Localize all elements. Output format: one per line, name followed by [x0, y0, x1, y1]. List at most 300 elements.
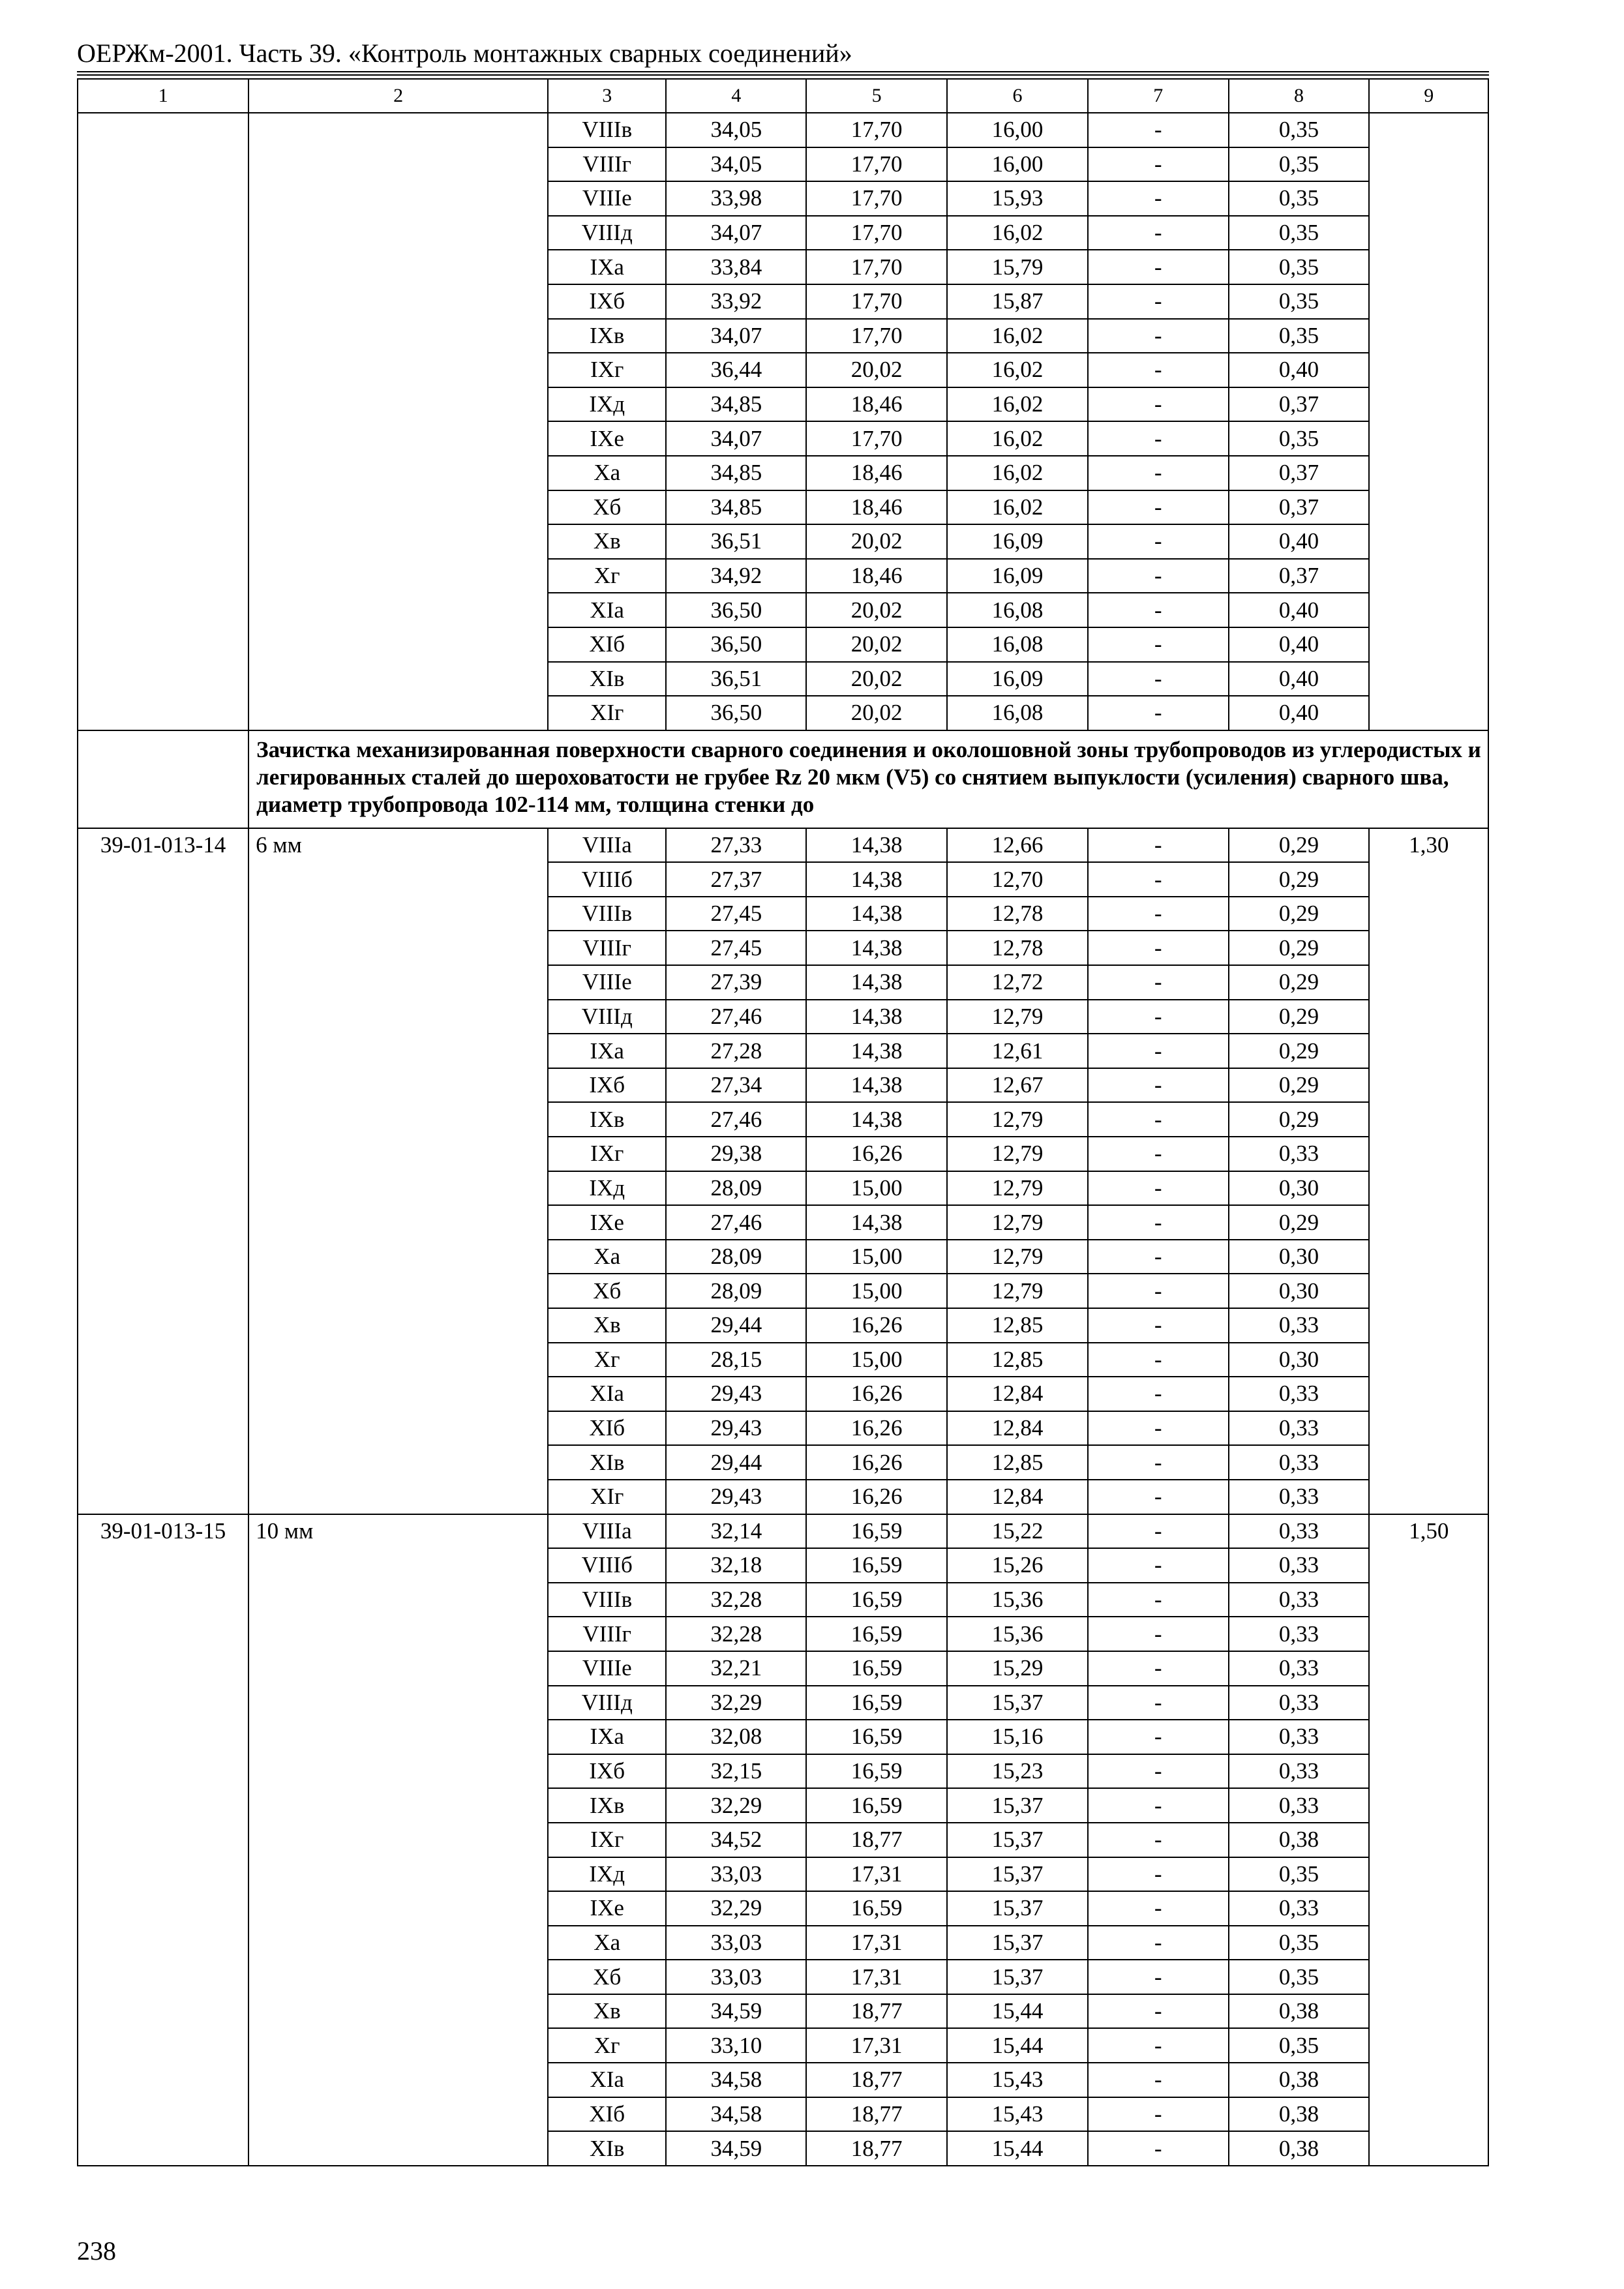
category-cell: XIб: [548, 2097, 667, 2132]
material-cost-cell: 0,33: [1229, 1480, 1370, 1514]
wage-cost-cell: 17,70: [806, 147, 947, 182]
category-cell: VIIIа: [548, 1514, 667, 1549]
machine-wage-cell: -: [1088, 1960, 1229, 1994]
wage-cost-cell: 20,02: [806, 627, 947, 662]
category-cell: Xа: [548, 1240, 667, 1274]
wage-cost-cell: 14,38: [806, 931, 947, 965]
total-cost-cell: 34,58: [666, 2097, 806, 2132]
machine-cost-cell: 12,85: [947, 1343, 1088, 1377]
machine-wage-cell: -: [1088, 1137, 1229, 1171]
material-cost-cell: 0,35: [1229, 1926, 1370, 1960]
material-cost-cell: 0,40: [1229, 627, 1370, 662]
wage-cost-cell: 14,38: [806, 1068, 947, 1103]
column-number: 1: [78, 79, 248, 113]
machine-cost-cell: 16,00: [947, 113, 1088, 147]
wage-cost-cell: 15,00: [806, 1240, 947, 1274]
wage-cost-cell: 18,46: [806, 456, 947, 490]
machine-wage-cell: -: [1088, 627, 1229, 662]
wage-cost-cell: 16,59: [806, 1617, 947, 1651]
material-cost-cell: 0,29: [1229, 1000, 1370, 1034]
machine-wage-cell: -: [1088, 696, 1229, 730]
category-cell: IXд: [548, 1171, 667, 1206]
machine-wage-cell: -: [1088, 524, 1229, 559]
wage-cost-cell: 16,59: [806, 1548, 947, 1583]
machine-wage-cell: -: [1088, 1891, 1229, 1926]
total-cost-cell: 29,44: [666, 1308, 806, 1343]
wage-cost-cell: 16,59: [806, 1788, 947, 1823]
machine-cost-cell: 15,29: [947, 1651, 1088, 1686]
machine-cost-cell: 12,78: [947, 931, 1088, 965]
description-row: [78, 730, 1488, 828]
machine-wage-cell: -: [1088, 1823, 1229, 1857]
material-cost-cell: 0,35: [1229, 284, 1370, 319]
machine-cost-cell: 12,79: [947, 1102, 1088, 1137]
wage-cost-cell: 18,77: [806, 2131, 947, 2166]
category-cell: Xа: [548, 456, 667, 490]
material-cost-cell: 0,30: [1229, 1274, 1370, 1308]
machine-wage-cell: -: [1088, 250, 1229, 284]
category-cell: XIв: [548, 662, 667, 696]
category-cell: IXа: [548, 1034, 667, 1068]
machine-wage-cell: -: [1088, 1617, 1229, 1651]
material-cost-cell: 0,33: [1229, 1137, 1370, 1171]
wage-cost-cell: 20,02: [806, 696, 947, 730]
total-cost-cell: 36,51: [666, 524, 806, 559]
material-cost-cell: 0,37: [1229, 490, 1370, 525]
total-cost-cell: 34,85: [666, 490, 806, 525]
total-cost-cell: 32,08: [666, 1720, 806, 1754]
material-cost-cell: 0,29: [1229, 1102, 1370, 1137]
material-cost-cell: 0,38: [1229, 1823, 1370, 1857]
wage-cost-cell: 16,59: [806, 1651, 947, 1686]
wage-cost-cell: 15,00: [806, 1274, 947, 1308]
total-cost-cell: 36,50: [666, 593, 806, 627]
material-cost-cell: 0,29: [1229, 862, 1370, 897]
total-cost-cell: 33,03: [666, 1926, 806, 1960]
page-number: 238: [77, 2236, 116, 2266]
machine-wage-cell: -: [1088, 1548, 1229, 1583]
machine-cost-cell: 16,02: [947, 456, 1088, 490]
total-cost-cell: 27,46: [666, 1205, 806, 1240]
category-cell: VIIIд: [548, 216, 667, 250]
machine-cost-cell: 15,22: [947, 1514, 1088, 1549]
column-number-row: [78, 79, 1488, 113]
machine-wage-cell: -: [1088, 1102, 1229, 1137]
total-cost-cell: 34,92: [666, 559, 806, 593]
machine-cost-cell: 12,79: [947, 1137, 1088, 1171]
total-cost-cell: 28,15: [666, 1343, 806, 1377]
machine-wage-cell: -: [1088, 147, 1229, 182]
machine-cost-cell: 12,79: [947, 1171, 1088, 1206]
category-cell: Xг: [548, 2028, 667, 2063]
category-cell: XIв: [548, 1445, 667, 1480]
machine-wage-cell: -: [1088, 1343, 1229, 1377]
total-cost-cell: 32,29: [666, 1788, 806, 1823]
category-cell: XIб: [548, 627, 667, 662]
wage-cost-cell: 20,02: [806, 353, 947, 387]
wage-cost-cell: 14,38: [806, 1205, 947, 1240]
wage-cost-cell: 18,77: [806, 2097, 947, 2132]
machine-cost-cell: 12,78: [947, 897, 1088, 931]
total-cost-cell: 28,09: [666, 1171, 806, 1206]
category-cell: Xа: [548, 1926, 667, 1960]
wage-cost-cell: 16,26: [806, 1411, 947, 1446]
machine-cost-cell: 16,02: [947, 421, 1088, 456]
column-9-value-cell: 1,30: [1369, 828, 1488, 1514]
material-cost-cell: 0,29: [1229, 965, 1370, 1000]
material-cost-cell: 0,37: [1229, 456, 1370, 490]
wage-cost-cell: 17,70: [806, 113, 947, 147]
category-cell: Xб: [548, 1274, 667, 1308]
machine-wage-cell: -: [1088, 284, 1229, 319]
total-cost-cell: 27,33: [666, 828, 806, 863]
machine-wage-cell: -: [1088, 421, 1229, 456]
category-cell: VIIIг: [548, 1617, 667, 1651]
category-cell: XIб: [548, 1411, 667, 1446]
machine-wage-cell: -: [1088, 387, 1229, 422]
page-header-title: ОЕРЖм-2001. Часть 39. «Контроль монтажных сварных соединений»: [77, 38, 852, 68]
wage-cost-cell: 14,38: [806, 862, 947, 897]
machine-cost-cell: 16,08: [947, 696, 1088, 730]
total-cost-cell: 33,98: [666, 181, 806, 216]
machine-cost-cell: 12,66: [947, 828, 1088, 863]
category-cell: XIг: [548, 1480, 667, 1514]
column-number: 2: [248, 79, 548, 113]
material-cost-cell: 0,35: [1229, 250, 1370, 284]
column-number: 7: [1088, 79, 1229, 113]
machine-cost-cell: 12,61: [947, 1034, 1088, 1068]
total-cost-cell: 34,05: [666, 147, 806, 182]
material-cost-cell: 0,35: [1229, 216, 1370, 250]
machine-wage-cell: -: [1088, 181, 1229, 216]
machine-cost-cell: 12,79: [947, 1240, 1088, 1274]
category-cell: IXб: [548, 1754, 667, 1789]
rates-table-body: [78, 79, 1488, 2166]
machine-wage-cell: -: [1088, 2028, 1229, 2063]
material-cost-cell: 0,33: [1229, 1720, 1370, 1754]
total-cost-cell: 33,03: [666, 1960, 806, 1994]
wage-cost-cell: 18,46: [806, 559, 947, 593]
total-cost-cell: 27,46: [666, 1102, 806, 1137]
category-cell: VIIIв: [548, 113, 667, 147]
machine-cost-cell: 15,37: [947, 1926, 1088, 1960]
category-cell: IXг: [548, 1137, 667, 1171]
machine-wage-cell: -: [1088, 1788, 1229, 1823]
machine-wage-cell: -: [1088, 1240, 1229, 1274]
category-cell: IXв: [548, 1788, 667, 1823]
machine-wage-cell: -: [1088, 1651, 1229, 1686]
wage-cost-cell: 16,59: [806, 1754, 947, 1789]
machine-cost-cell: 15,79: [947, 250, 1088, 284]
column-number: 8: [1229, 79, 1370, 113]
machine-cost-cell: 15,36: [947, 1583, 1088, 1617]
machine-cost-cell: 16,09: [947, 559, 1088, 593]
total-cost-cell: 27,45: [666, 931, 806, 965]
total-cost-cell: 36,50: [666, 696, 806, 730]
total-cost-cell: 29,43: [666, 1480, 806, 1514]
machine-cost-cell: 15,36: [947, 1617, 1088, 1651]
total-cost-cell: 34,52: [666, 1823, 806, 1857]
material-cost-cell: 0,35: [1229, 181, 1370, 216]
total-cost-cell: 33,84: [666, 250, 806, 284]
total-cost-cell: 28,09: [666, 1240, 806, 1274]
category-cell: Xб: [548, 1960, 667, 1994]
total-cost-cell: 36,44: [666, 353, 806, 387]
column-number: 5: [806, 79, 947, 113]
description-text: Зачистка механизированная поверхности сварного соединения и околошовной зоны трубопроводов из углеродистых и легированных сталей до шероховатости не грубее Rz 20 мкм (V5) со снятием выпуклости (усиления) сварного шва, диаметр трубопровода 102-114 мм, толщина стенки до: [248, 730, 1488, 828]
total-cost-cell: 32,28: [666, 1617, 806, 1651]
total-cost-cell: 34,59: [666, 1994, 806, 2029]
wage-cost-cell: 16,26: [806, 1377, 947, 1411]
material-cost-cell: 0,35: [1229, 319, 1370, 353]
total-cost-cell: 29,43: [666, 1411, 806, 1446]
rate-code-cell: 39-01-013-14: [78, 828, 248, 1514]
wage-cost-cell: 16,26: [806, 1480, 947, 1514]
category-cell: Xг: [548, 1343, 667, 1377]
category-cell: IXб: [548, 1068, 667, 1103]
machine-cost-cell: 15,37: [947, 1891, 1088, 1926]
machine-cost-cell: 15,37: [947, 1788, 1088, 1823]
machine-wage-cell: -: [1088, 828, 1229, 863]
machine-cost-cell: 16,02: [947, 490, 1088, 525]
machine-wage-cell: -: [1088, 1205, 1229, 1240]
machine-cost-cell: 16,02: [947, 319, 1088, 353]
material-cost-cell: 0,35: [1229, 421, 1370, 456]
machine-wage-cell: -: [1088, 1857, 1229, 1892]
machine-cost-cell: 15,26: [947, 1548, 1088, 1583]
machine-cost-cell: 12,70: [947, 862, 1088, 897]
machine-cost-cell: 16,00: [947, 147, 1088, 182]
wage-cost-cell: 17,70: [806, 181, 947, 216]
category-cell: VIIIв: [548, 1583, 667, 1617]
total-cost-cell: 34,07: [666, 319, 806, 353]
material-cost-cell: 0,33: [1229, 1548, 1370, 1583]
machine-wage-cell: -: [1088, 2063, 1229, 2097]
machine-wage-cell: -: [1088, 931, 1229, 965]
material-cost-cell: 0,33: [1229, 1377, 1370, 1411]
total-cost-cell: 32,28: [666, 1583, 806, 1617]
table-row: [78, 1514, 1488, 1549]
total-cost-cell: 32,18: [666, 1548, 806, 1583]
rates-table: [77, 78, 1489, 2166]
machine-wage-cell: -: [1088, 1308, 1229, 1343]
total-cost-cell: 32,29: [666, 1686, 806, 1720]
wage-cost-cell: 20,02: [806, 662, 947, 696]
machine-wage-cell: -: [1088, 965, 1229, 1000]
material-cost-cell: 0,29: [1229, 931, 1370, 965]
material-cost-cell: 0,35: [1229, 1960, 1370, 1994]
category-cell: XIа: [548, 2063, 667, 2097]
total-cost-cell: 27,34: [666, 1068, 806, 1103]
material-cost-cell: 0,29: [1229, 1034, 1370, 1068]
material-cost-cell: 0,40: [1229, 593, 1370, 627]
code-cell: [78, 113, 248, 730]
material-cost-cell: 0,35: [1229, 1857, 1370, 1892]
wall-thickness-cell: 6 мм: [248, 828, 548, 1514]
machine-wage-cell: -: [1088, 1171, 1229, 1206]
material-cost-cell: 0,30: [1229, 1171, 1370, 1206]
wage-cost-cell: 14,38: [806, 1000, 947, 1034]
wage-cost-cell: 17,31: [806, 2028, 947, 2063]
machine-cost-cell: 12,85: [947, 1308, 1088, 1343]
material-cost-cell: 0,40: [1229, 662, 1370, 696]
material-cost-cell: 0,33: [1229, 1411, 1370, 1446]
category-cell: XIа: [548, 593, 667, 627]
wage-cost-cell: 16,59: [806, 1583, 947, 1617]
header-rule-top: [77, 71, 1489, 72]
machine-cost-cell: 12,79: [947, 1274, 1088, 1308]
wage-cost-cell: 17,70: [806, 319, 947, 353]
wage-cost-cell: 18,46: [806, 490, 947, 525]
material-cost-cell: 0,37: [1229, 387, 1370, 422]
column-number: 6: [947, 79, 1088, 113]
machine-cost-cell: 15,43: [947, 2097, 1088, 2132]
category-cell: XIв: [548, 2131, 667, 2166]
wage-cost-cell: 16,59: [806, 1686, 947, 1720]
total-cost-cell: 32,21: [666, 1651, 806, 1686]
category-cell: Xб: [548, 490, 667, 525]
machine-wage-cell: -: [1088, 1068, 1229, 1103]
category-cell: VIIIе: [548, 181, 667, 216]
category-cell: XIг: [548, 696, 667, 730]
wage-cost-cell: 14,38: [806, 897, 947, 931]
machine-cost-cell: 15,23: [947, 1754, 1088, 1789]
total-cost-cell: 32,14: [666, 1514, 806, 1549]
machine-wage-cell: -: [1088, 1994, 1229, 2029]
machine-wage-cell: -: [1088, 113, 1229, 147]
category-cell: VIIIд: [548, 1000, 667, 1034]
total-cost-cell: 33,03: [666, 1857, 806, 1892]
material-cost-cell: 0,33: [1229, 1651, 1370, 1686]
machine-cost-cell: 15,43: [947, 2063, 1088, 2097]
machine-wage-cell: -: [1088, 897, 1229, 931]
category-cell: VIIIе: [548, 965, 667, 1000]
category-cell: Xв: [548, 524, 667, 559]
machine-cost-cell: 16,02: [947, 216, 1088, 250]
material-cost-cell: 0,38: [1229, 2063, 1370, 2097]
category-cell: IXе: [548, 421, 667, 456]
material-cost-cell: 0,33: [1229, 1754, 1370, 1789]
wage-cost-cell: 18,77: [806, 1823, 947, 1857]
machine-wage-cell: -: [1088, 559, 1229, 593]
total-cost-cell: 34,59: [666, 2131, 806, 2166]
machine-cost-cell: 12,84: [947, 1411, 1088, 1446]
category-cell: Xв: [548, 1308, 667, 1343]
category-cell: IXа: [548, 250, 667, 284]
machine-wage-cell: -: [1088, 593, 1229, 627]
machine-wage-cell: -: [1088, 353, 1229, 387]
material-cost-cell: 0,30: [1229, 1343, 1370, 1377]
machine-wage-cell: -: [1088, 2131, 1229, 2166]
total-cost-cell: 27,46: [666, 1000, 806, 1034]
machine-wage-cell: -: [1088, 1377, 1229, 1411]
machine-cost-cell: 15,37: [947, 1857, 1088, 1892]
machine-wage-cell: -: [1088, 662, 1229, 696]
category-cell: Xг: [548, 559, 667, 593]
total-cost-cell: 27,39: [666, 965, 806, 1000]
parameter-cell: [248, 113, 548, 730]
total-cost-cell: 34,05: [666, 113, 806, 147]
material-cost-cell: 0,38: [1229, 1994, 1370, 2029]
category-cell: VIIIб: [548, 862, 667, 897]
machine-cost-cell: 16,02: [947, 353, 1088, 387]
category-cell: IXе: [548, 1205, 667, 1240]
material-cost-cell: 0,33: [1229, 1788, 1370, 1823]
material-cost-cell: 0,29: [1229, 1068, 1370, 1103]
wage-cost-cell: 18,46: [806, 387, 947, 422]
category-cell: IXа: [548, 1720, 667, 1754]
wage-cost-cell: 16,59: [806, 1720, 947, 1754]
wage-cost-cell: 16,59: [806, 1891, 947, 1926]
machine-cost-cell: 12,67: [947, 1068, 1088, 1103]
column-number: 9: [1369, 79, 1488, 113]
wage-cost-cell: 20,02: [806, 593, 947, 627]
total-cost-cell: 34,85: [666, 387, 806, 422]
material-cost-cell: 0,33: [1229, 1445, 1370, 1480]
total-cost-cell: 29,43: [666, 1377, 806, 1411]
description-code-cell: [78, 730, 248, 828]
machine-cost-cell: 12,79: [947, 1000, 1088, 1034]
wage-cost-cell: 14,38: [806, 1034, 947, 1068]
material-cost-cell: 0,33: [1229, 1686, 1370, 1720]
material-cost-cell: 0,33: [1229, 1514, 1370, 1549]
machine-cost-cell: 15,37: [947, 1823, 1088, 1857]
material-cost-cell: 0,30: [1229, 1240, 1370, 1274]
machine-wage-cell: -: [1088, 216, 1229, 250]
material-cost-cell: 0,35: [1229, 147, 1370, 182]
machine-wage-cell: -: [1088, 2097, 1229, 2132]
machine-cost-cell: 12,85: [947, 1445, 1088, 1480]
category-cell: IXд: [548, 1857, 667, 1892]
category-cell: VIIIб: [548, 1548, 667, 1583]
wage-cost-cell: 18,77: [806, 1994, 947, 2029]
wage-cost-cell: 20,02: [806, 524, 947, 559]
wage-cost-cell: 17,31: [806, 1857, 947, 1892]
material-cost-cell: 0,40: [1229, 353, 1370, 387]
machine-cost-cell: 15,44: [947, 1994, 1088, 2029]
category-cell: VIIIа: [548, 828, 667, 863]
total-cost-cell: 34,07: [666, 216, 806, 250]
total-cost-cell: 34,58: [666, 2063, 806, 2097]
machine-wage-cell: -: [1088, 1583, 1229, 1617]
machine-cost-cell: 16,08: [947, 627, 1088, 662]
category-cell: IXд: [548, 387, 667, 422]
total-cost-cell: 34,07: [666, 421, 806, 456]
category-cell: VIIIг: [548, 147, 667, 182]
machine-wage-cell: -: [1088, 1720, 1229, 1754]
total-cost-cell: 32,29: [666, 1891, 806, 1926]
material-cost-cell: 0,35: [1229, 2028, 1370, 2063]
wall-thickness-cell: 10 мм: [248, 1514, 548, 2166]
material-cost-cell: 0,33: [1229, 1583, 1370, 1617]
column-number: 4: [666, 79, 806, 113]
machine-wage-cell: -: [1088, 319, 1229, 353]
header-rule-bottom: [77, 74, 1489, 76]
material-cost-cell: 0,35: [1229, 113, 1370, 147]
wage-cost-cell: 14,38: [806, 1102, 947, 1137]
category-cell: VIIIд: [548, 1686, 667, 1720]
machine-cost-cell: 15,44: [947, 2131, 1088, 2166]
wage-cost-cell: 17,70: [806, 216, 947, 250]
category-cell: IXе: [548, 1891, 667, 1926]
wage-cost-cell: 18,77: [806, 2063, 947, 2097]
total-cost-cell: 36,51: [666, 662, 806, 696]
machine-cost-cell: 16,09: [947, 524, 1088, 559]
material-cost-cell: 0,38: [1229, 2097, 1370, 2132]
wage-cost-cell: 17,70: [806, 250, 947, 284]
material-cost-cell: 0,33: [1229, 1891, 1370, 1926]
category-cell: IXг: [548, 353, 667, 387]
